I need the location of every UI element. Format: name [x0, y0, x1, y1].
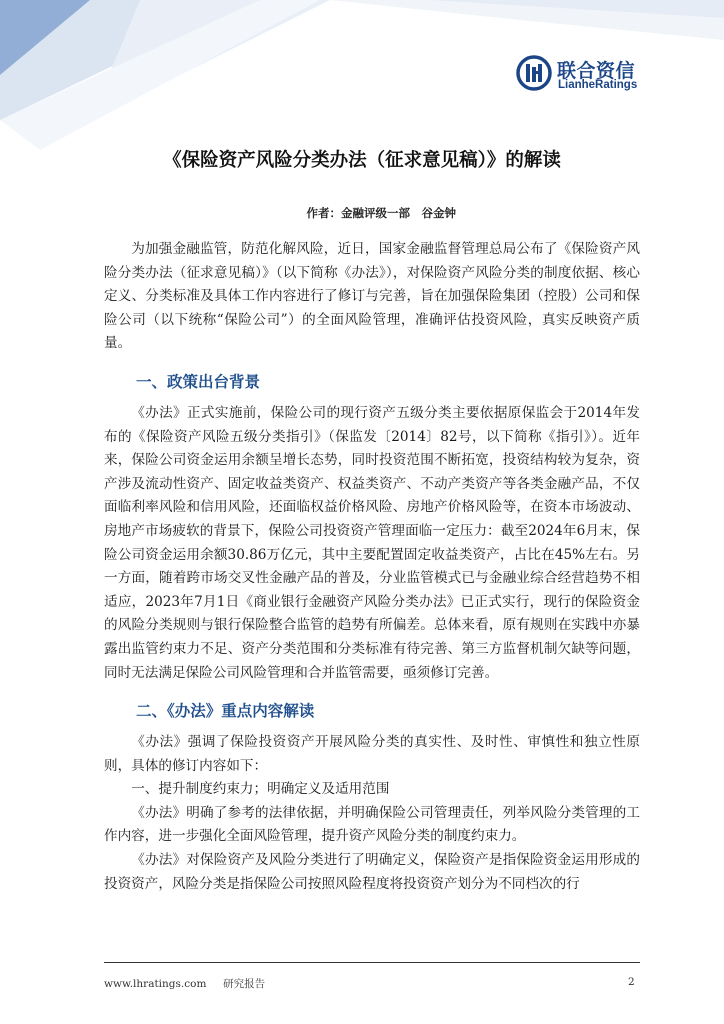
intro-paragraph: 为加强金融监管，防范化解风险，近日，国家金融监督管理总局公布了《保险资产风险分类办法（征求意见稿）》（以下简称《办法》），对保险资产风险分类的制度依据、核心定义、分类标准及具体工作内容进行了修订与完善，旨在加强保险集团（控股）公司和保险公司（以下统称“保险公司”）的全面风险管理，准确评估投资风险，真实反映资产质量。 [104, 241, 640, 352]
company-logo [516, 55, 646, 93]
logo-name-cn: 联合资信 [557, 60, 636, 82]
section-1-paragraph: 《办法》正式实施前，保险公司的现行资产五级分类主要依据原保监会于2014年发布的《保险资产风险五级分类指引》（保监发〔2014〕82号，以下简称《指引》）。近年来，保险公司资金运用余额呈增长态势，同时投资范围不断拓宽，投资结构较为复杂，资产涉及流动性资产、固定收益类资产、权益类资产、不动产类资产等各类金融产品，不仅面临利率风险和信用风险，还面临权益价格风险、房地产价格风险等，在资本市场波动、房地产市场疲软的背景下，保险公司投资资产管理面临一定压力：截至2024年6月末，保险公司资金运用余额30.86万亿元，其中主要配置固定收益类资产，占比在45%左右。另一方面，随着跨市场交叉性金融产品的普及，分业监管模式已与金融业综合经营趋势不相适应，2023年7月1日《商业银行金融资产风险分类办法》已正式实行，现行的保险资金的风险分类规则与银行保险整合监管的趋势有所偏差。总体来看，原有规则在实践中亦暴露出监管约束力不足、资产分类范围和分类标准有待完善、第三方监督机制欠缺等问题，同时无法满足保险公司风险管理和合并监管需要，亟须修订完善。 [104, 404, 640, 681]
document-title: 《保险资产风险分类办法（征求意见稿）》的解读 [163, 150, 561, 171]
page-number: 2 [628, 976, 635, 988]
section-heading-1: 一、政策出台背景 [136, 372, 261, 391]
footer-info [104, 976, 265, 991]
footer-divider [104, 962, 640, 963]
logo-name-en: LianheRatings [558, 79, 638, 91]
subsection-1-paragraph-2: 《办法》对保险资产及风险分类进行了明确定义，保险资产是指保险资金运用形成的投资资产，风险分类是指保险公司按照风险程度将投资资产划分为不同档次的行 [104, 852, 640, 892]
document-author: 作者：金融评级一部 谷金钟 [306, 206, 456, 220]
footer-website[interactable]: www.lhratings.com [104, 978, 207, 990]
subsection-1-paragraph-1: 《办法》明确了参考的法律依据，并明确保险公司管理责任，列举风险分类管理的工作内容，进一步强化全面风险管理，提升资产风险分类的制度约束力。 [104, 804, 640, 845]
section-2-paragraph: 《办法》强调了保险投资资产开展风险分类的真实性、及时性、审慎性和独立性原则，具体的修订内容如下： [104, 734, 640, 774]
subsection-heading-1: 一、提升制度约束力；明确定义及适用范围 [131, 781, 390, 798]
section-heading-2: 二、《办法》重点内容解读 [136, 702, 315, 721]
footer-doc-type: 研究报告 [223, 978, 266, 990]
header-decoration [0, 0, 724, 260]
lianhe-logo-icon [516, 55, 552, 91]
article-body [104, 238, 640, 896]
